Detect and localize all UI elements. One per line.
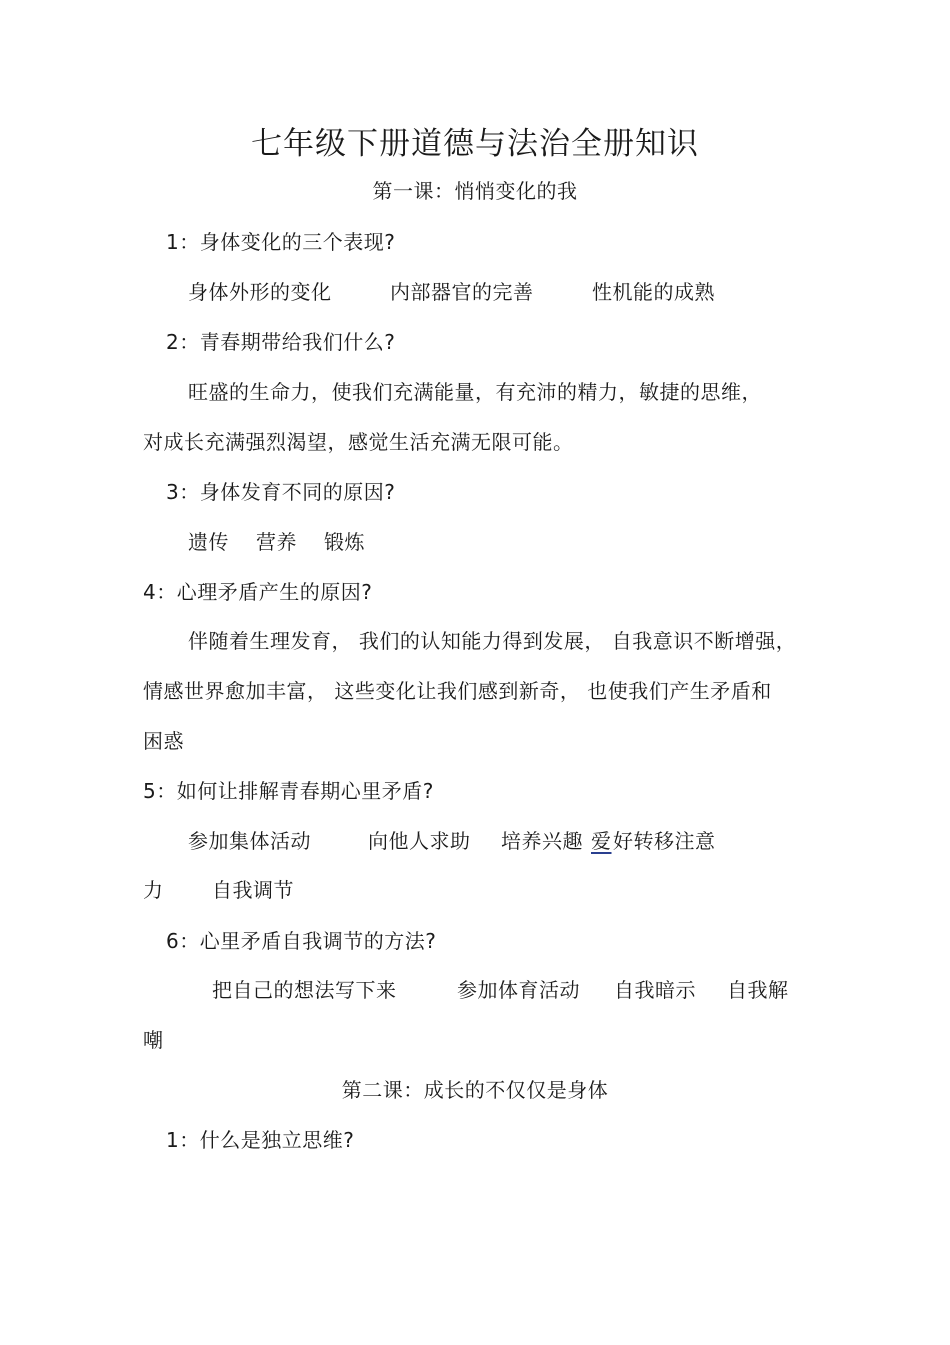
- answer-item: 锻炼: [324, 530, 365, 554]
- answer-item: 向他人求助: [368, 829, 471, 853]
- answer-item: 参加集体活动: [188, 829, 311, 853]
- answer-line: 对成长充满强烈渴望，感觉生活充满无限可能。: [143, 430, 574, 454]
- lesson-1-question-2: 2：青春期带给我们什么?: [166, 330, 396, 354]
- answer-continuation: 嘲: [143, 1028, 164, 1052]
- answer-item: 把自己的想法写下来: [212, 978, 397, 1002]
- answer-item: 身体外形的变化: [188, 280, 332, 304]
- answer-item: 参加体育活动: [457, 978, 580, 1002]
- answer-item: 营养: [256, 530, 297, 554]
- lesson-1-heading: 第一课：悄悄变化的我: [372, 179, 578, 203]
- answer-line: 困惑: [143, 729, 184, 753]
- answer-item: 自我调节: [212, 878, 294, 902]
- answer-item: 内部器官的完善: [390, 280, 534, 304]
- lesson-2-heading: 第二课：成长的不仅仅是身体: [341, 1078, 609, 1102]
- answer-continuation: 力: [143, 878, 164, 902]
- answer-item: 性机能的成熟: [592, 280, 715, 304]
- answer-line: 伴随着生理发育， 我们的认知能力得到发展， 自我意识不断增强，: [188, 629, 797, 653]
- document-title: 七年级下册道德与法治全册知识: [251, 126, 699, 162]
- lesson-1-question-4: 4：心理矛盾产生的原因?: [143, 580, 373, 604]
- lesson-1-question-3: 3：身体发育不同的原因?: [166, 480, 396, 504]
- answer-line: 情感世界愈加丰富， 这些变化让我们感到新奇， 也使我们产生矛盾和: [143, 679, 772, 703]
- answer-item: 好转移注意: [613, 829, 716, 853]
- lesson-2-question-1: 1：什么是独立思维?: [166, 1128, 355, 1152]
- lesson-1-question-1: 1：身体变化的三个表现?: [166, 230, 396, 254]
- lesson-1-question-5: 5：如何让排解青春期心里矛盾?: [143, 779, 434, 803]
- answer-item: 自我解: [727, 978, 789, 1002]
- answer-line: 旺盛的生命力，使我们充满能量，有充沛的精力，敏捷的思维，: [188, 380, 762, 404]
- lesson-1-question-6: 6：心里矛盾自我调节的方法?: [166, 929, 437, 953]
- answer-item: 培养兴趣: [501, 829, 583, 853]
- answer-item: 遗传: [188, 530, 229, 554]
- answer-item-underlined: 爱: [591, 829, 612, 853]
- answer-item: 自我暗示: [614, 978, 696, 1002]
